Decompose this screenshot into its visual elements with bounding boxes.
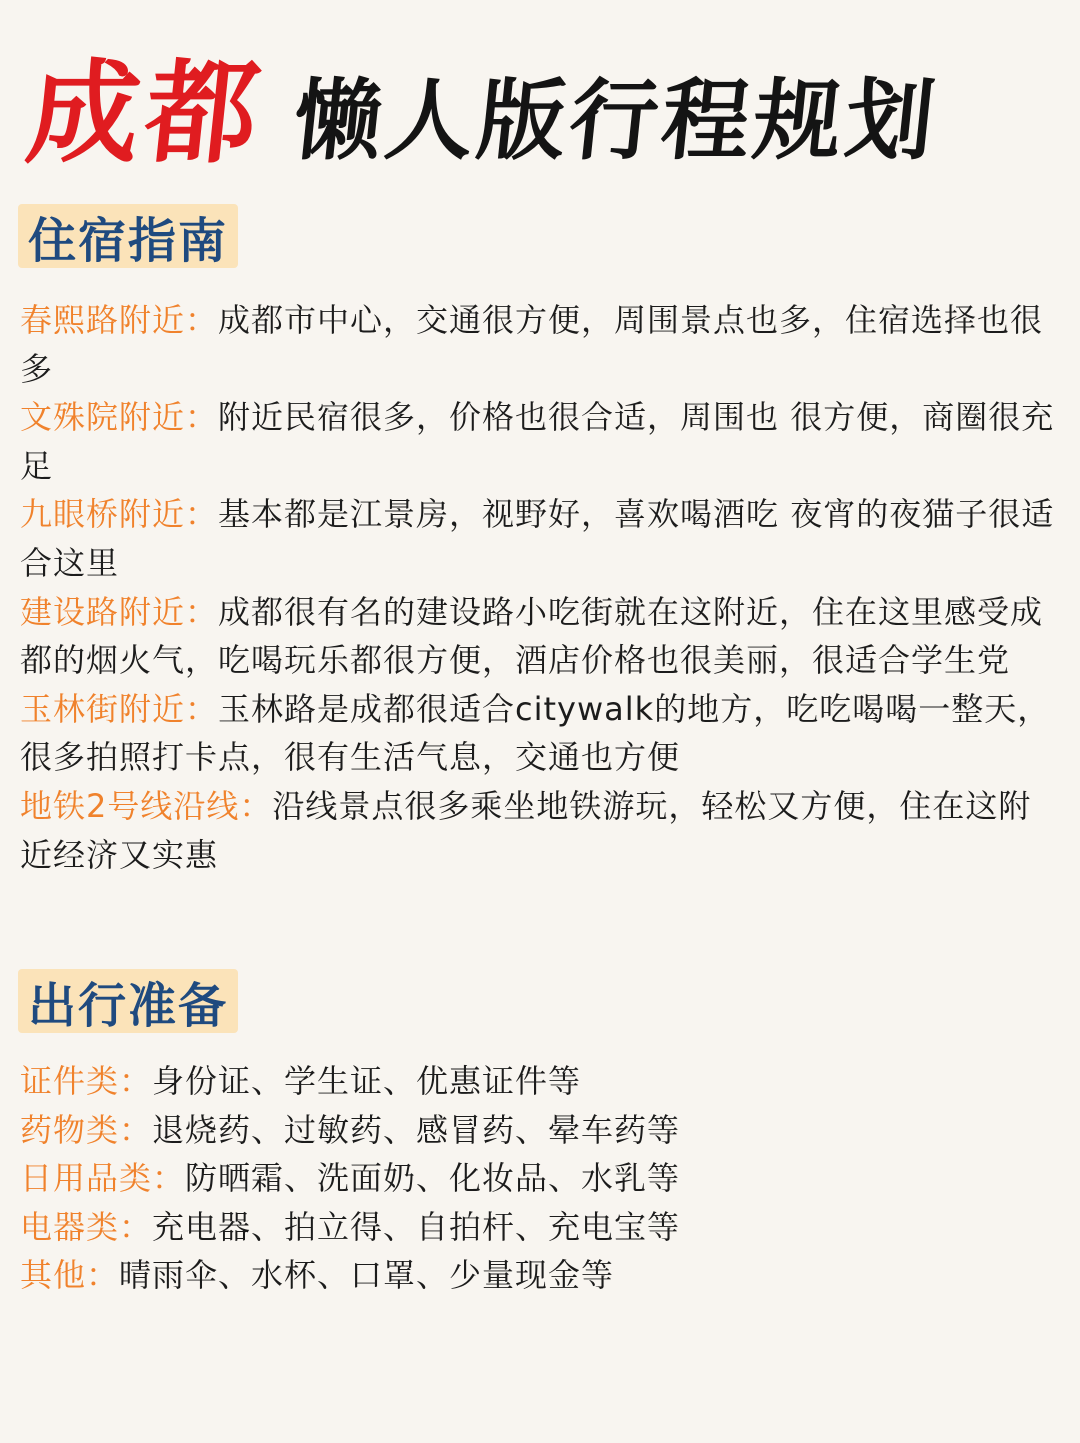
title-city: 成都 xyxy=(21,48,271,179)
item-text: 防晒霜、洗面奶、化妆品、水乳等 xyxy=(185,1159,681,1198)
title-main-text: 懒人版行程规划 xyxy=(288,68,944,172)
item-label: 建设路附近： xyxy=(20,592,219,631)
list-item xyxy=(20,1154,1060,1203)
section-heading-accommodation: 住宿指南 xyxy=(18,204,238,268)
item-label: 日用品类： xyxy=(20,1159,186,1198)
item-label: 春熙路附近： xyxy=(20,301,219,339)
list-item xyxy=(20,1106,1060,1155)
item-text: 基本都是江景房，视野好，喜欢喝酒吃 夜宵的夜猫子很适合这里 xyxy=(20,495,1055,582)
list-item xyxy=(20,685,1060,782)
item-label: 玉林街附近： xyxy=(20,689,219,728)
list-item xyxy=(20,490,1060,587)
item-text: 附近民宿很多，价格也很合适，周围也 很方便，商圈很充足 xyxy=(20,398,1055,485)
list-item xyxy=(20,782,1060,879)
item-text: 玉林路是成都很适合citywalk的地方，吃吃喝喝一整天，很多拍照打卡点，很有生活气息，交通也方便 xyxy=(20,689,1051,777)
item-label: 证件类： xyxy=(20,1062,153,1100)
item-text: 退烧药、过敏药、感冒药、晕车药等 xyxy=(152,1110,681,1149)
preparation-list xyxy=(20,1057,1060,1300)
item-text: 成都市中心，交通很方便，周围景点也多，住宿选择也很多 xyxy=(20,301,1044,388)
item-text: 晴雨伞、水杯、口罩、少量现金等 xyxy=(119,1256,615,1295)
item-text: 身份证、学生证、优惠证件等 xyxy=(152,1062,582,1100)
item-label: 文殊院附近： xyxy=(20,398,219,437)
list-item xyxy=(20,588,1060,685)
item-label: 其他： xyxy=(20,1256,120,1295)
item-text: 沿线景点很多乘坐地铁游玩，轻松又方便，住在这附近经济又实惠 xyxy=(20,786,1032,874)
item-label: 药物类： xyxy=(20,1110,153,1149)
item-label: 九眼桥附近： xyxy=(20,495,219,534)
list-item xyxy=(20,1203,1060,1252)
item-text: 成都很有名的建设路小吃街就在这附近，住在这里感受成都的烟火气，吃喝玩乐都很方便，酒店价格也很美丽，很适合学生党 xyxy=(20,592,1044,680)
list-item xyxy=(20,1057,1060,1106)
page-title xyxy=(21,30,1058,179)
list-item xyxy=(20,393,1060,490)
section-heading-preparation: 出行准备 xyxy=(18,969,238,1033)
item-text: 充电器、拍立得、自拍杆、充电宝等 xyxy=(152,1207,681,1246)
accommodation-list xyxy=(20,296,1060,879)
item-label: 电器类： xyxy=(20,1207,153,1246)
list-item xyxy=(20,1251,1060,1300)
list-item xyxy=(20,296,1060,393)
item-label: 地铁2号线沿线： xyxy=(20,786,273,825)
